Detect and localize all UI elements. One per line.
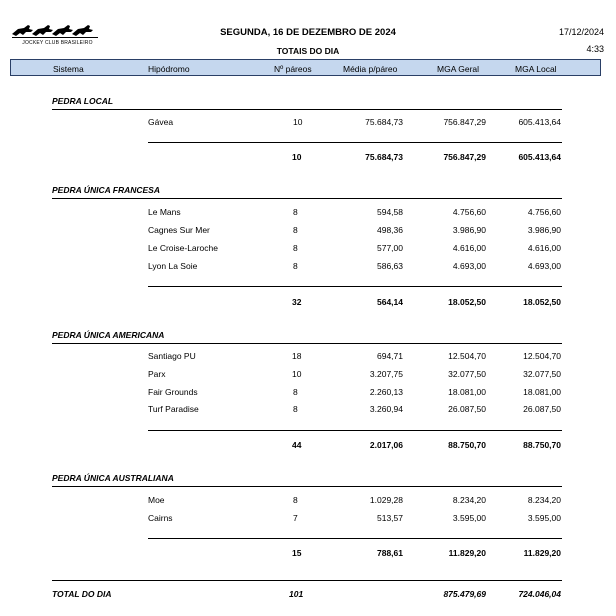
pareos-cell: 8 — [293, 495, 298, 505]
mga-geral-cell: 12.504,70 — [448, 351, 486, 361]
subtotal-mga-local: 11.829,20 — [523, 548, 561, 558]
pareos-cell: 8 — [293, 207, 298, 217]
hipodromo-cell: Santiago PU — [148, 351, 196, 361]
media-cell: 694,71 — [377, 351, 403, 361]
mga-geral-cell: 18.081,00 — [448, 387, 486, 397]
mga-local-cell: 18.081,00 — [523, 387, 561, 397]
mga-geral-cell: 3.595,00 — [452, 513, 486, 523]
subtotal-media: 564,14 — [377, 297, 403, 307]
subtotal-media: 2.017,06 — [369, 440, 403, 450]
column-header-mga-geral: MGA Geral — [437, 64, 480, 74]
subtotal-mga-geral: 88.750,70 — [448, 440, 486, 450]
media-cell: 3.260,94 — [369, 404, 403, 414]
mga-geral-cell: 4.756,60 — [452, 207, 486, 217]
hipodromo-cell: Le Mans — [148, 207, 181, 217]
hipodromo-cell: Lyon La Soie — [148, 261, 198, 271]
hipodromo-cell: Moe — [148, 495, 165, 505]
column-header-media: Média p/páreo — [343, 64, 398, 74]
subtotal-mga-geral: 18.052,50 — [448, 297, 486, 307]
section-title: PEDRA ÚNICA AUSTRALIANA — [52, 473, 174, 483]
pareos-cell: 8 — [293, 261, 298, 271]
pareos-cell: 8 — [293, 225, 298, 235]
mga-geral-cell: 4.616,00 — [452, 243, 486, 253]
column-header-pareos: Nº páreos — [274, 64, 312, 74]
column-header-mga-local: MGA Local — [515, 64, 557, 74]
subtotal-mga-geral: 756.847,29 — [443, 152, 486, 162]
mga-geral-cell: 3.986,90 — [452, 225, 486, 235]
media-cell: 513,57 — [377, 513, 403, 523]
pareos-cell: 18 — [292, 351, 302, 361]
mga-local-cell: 4.756,60 — [527, 207, 561, 217]
mga-local-cell: 12.504,70 — [523, 351, 561, 361]
subtotal-divider — [148, 286, 562, 287]
mga-local-cell: 605.413,64 — [518, 117, 561, 127]
mga-geral-cell: 756.847,29 — [443, 117, 486, 127]
column-header-sistema: Sistema — [53, 64, 84, 74]
pareos-cell: 10 — [292, 369, 302, 379]
pareos-cell: 8 — [293, 404, 298, 414]
print-time: 4:33 — [586, 44, 604, 54]
subtotal-mga-local: 18.052,50 — [523, 297, 561, 307]
subtotal-pareos: 10 — [292, 152, 302, 162]
hipodromo-cell: Parx — [148, 369, 166, 379]
report-date-line: SEGUNDA, 16 DE DEZEMBRO DE 2024 — [220, 27, 396, 38]
subtotal-divider — [148, 430, 562, 431]
logo-text: JOCKEY CLUB BRASILEIRO — [22, 40, 93, 46]
subtotal-mga-local: 605.413,64 — [518, 152, 561, 162]
mga-geral-cell: 8.234,20 — [452, 495, 486, 505]
report-title: TOTAIS DO DIA — [276, 46, 340, 56]
mga-local-cell: 32.077,50 — [523, 369, 561, 379]
pareos-cell: 8 — [293, 243, 298, 253]
subtotal-mga-local: 88.750,70 — [523, 440, 561, 450]
media-cell: 498,36 — [377, 225, 403, 235]
media-cell: 1.029,28 — [369, 495, 403, 505]
grand-total-mga-local: 724.046,04 — [518, 589, 561, 599]
mga-geral-cell: 32.077,50 — [448, 369, 486, 379]
subtotal-media: 75.684,73 — [365, 152, 403, 162]
subtotal-divider — [148, 142, 562, 143]
mga-local-cell: 26.087,50 — [523, 404, 561, 414]
mga-local-cell: 3.986,90 — [527, 225, 561, 235]
mga-local-cell: 4.616,00 — [527, 243, 561, 253]
hipodromo-cell: Cairns — [148, 513, 173, 523]
section-divider — [52, 343, 562, 344]
media-cell: 3.207,75 — [369, 369, 403, 379]
subtotal-pareos: 44 — [292, 440, 302, 450]
media-cell: 594,58 — [377, 207, 403, 217]
media-cell: 586,63 — [377, 261, 403, 271]
grand-total-divider — [52, 580, 562, 581]
section-title: PEDRA ÚNICA FRANCESA — [52, 185, 160, 195]
subtotal-media: 788,61 — [377, 548, 403, 558]
section-title: PEDRA LOCAL — [52, 96, 114, 106]
subtotal-divider — [148, 538, 562, 539]
subtotal-mga-geral: 11.829,20 — [448, 548, 486, 558]
mga-local-cell: 3.595,00 — [527, 513, 561, 523]
section-divider — [52, 486, 562, 487]
hipodromo-cell: Le Croise-Laroche — [148, 243, 218, 253]
print-date: 17/12/2024 — [558, 27, 604, 37]
subtotal-pareos: 15 — [292, 548, 302, 558]
hipodromo-cell: Cagnes Sur Mer — [148, 225, 210, 235]
pareos-cell: 7 — [293, 513, 298, 523]
media-cell: 577,00 — [377, 243, 403, 253]
column-header-hipodromo: Hipódromo — [148, 64, 190, 74]
section-divider — [52, 198, 562, 199]
hipodromo-cell: Fair Grounds — [148, 387, 198, 397]
section-divider — [52, 109, 562, 110]
hipodromo-cell: Gávea — [148, 117, 174, 127]
grand-total-mga-geral: 875.479,69 — [443, 589, 486, 599]
mga-local-cell: 8.234,20 — [527, 495, 561, 505]
grand-total-pareos: 101 — [289, 589, 304, 599]
mga-geral-cell: 4.693,00 — [452, 261, 486, 271]
mga-local-cell: 4.693,00 — [527, 261, 561, 271]
grand-total-label: TOTAL DO DIA — [52, 589, 112, 599]
pareos-cell: 8 — [293, 387, 298, 397]
mga-geral-cell: 26.087,50 — [448, 404, 486, 414]
subtotal-pareos: 32 — [292, 297, 302, 307]
section-title: PEDRA ÚNICA AMERICANA — [52, 330, 165, 340]
media-cell: 75.684,73 — [365, 117, 403, 127]
hipodromo-cell: Turf Paradise — [148, 404, 199, 414]
media-cell: 2.260,13 — [369, 387, 403, 397]
pareos-cell: 10 — [293, 117, 303, 127]
